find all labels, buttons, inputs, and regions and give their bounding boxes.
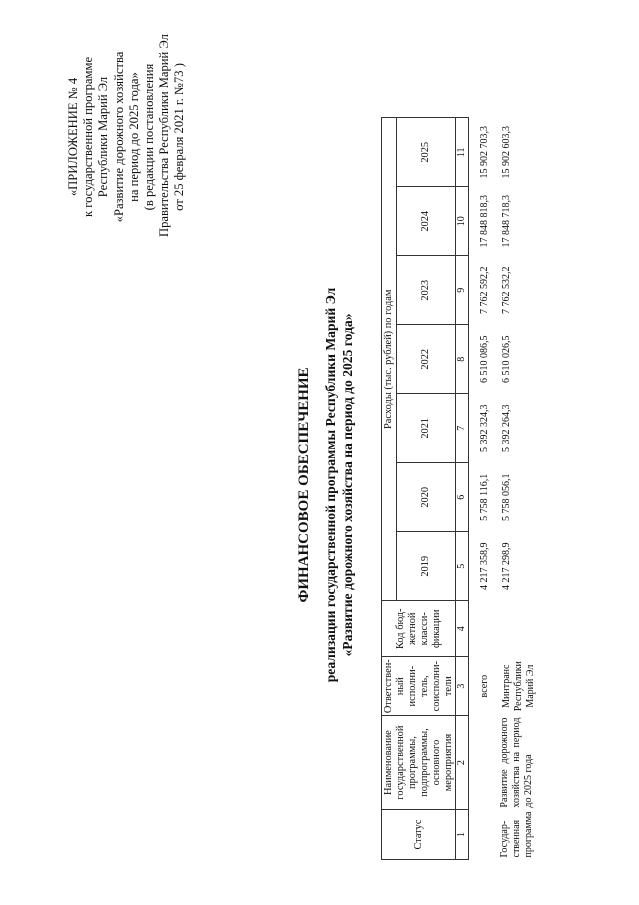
row-value: 15 902 703,3 (478, 126, 490, 179)
row-responsible: Минтранс Республики Марий Эл (500, 661, 536, 712)
appendix-line: «ПРИЛОЖЕНИЕ № 4 (66, 77, 80, 197)
header-name: Наименование государственной программы, подпрограммы, основного мероприятия (382, 716, 456, 810)
header-year: 2025 (397, 118, 456, 187)
row-value: 7 762 592,2 (478, 266, 490, 315)
row-value: 5 758 116,1 (478, 473, 490, 521)
header-year: 2019 (397, 532, 456, 601)
header-year: 2023 (397, 256, 456, 325)
header-year: 2022 (397, 325, 456, 394)
column-number: 1 (456, 810, 469, 860)
finance-table (381, 117, 561, 860)
row-status: Государ-ственная программа (499, 811, 534, 858)
column-number: 5 (456, 532, 469, 601)
column-number: 6 (456, 463, 469, 532)
header-year: 2021 (397, 394, 456, 463)
program-title: «Развитие дорожного хозяйства на период до 2025 года» (340, 313, 355, 657)
appendix-line: Правительства Республики Марий Эл (157, 34, 172, 237)
appendix-line: от 25 февраля 2021 г. №73 ) (172, 63, 187, 211)
header-budget-code: Код бюд-жетной класси-фикации (382, 601, 456, 657)
row-value: 4 217 298,9 (500, 542, 512, 591)
header-status: Статус (382, 810, 456, 860)
row-value: 15 902 603,3 (500, 126, 512, 179)
row-value: 4 217 358,9 (478, 542, 490, 591)
row-budget-code (469, 601, 501, 657)
row-responsible: всего (479, 674, 490, 698)
header-year: 2024 (397, 187, 456, 256)
row-value: 17 848 818,3 (478, 195, 490, 248)
appendix-block (66, 34, 188, 237)
row-value: 5 758 056,1 (500, 473, 512, 522)
row-value: 6 510 026,5 (500, 335, 512, 384)
column-number: 7 (456, 394, 469, 463)
appendix-line: к государственной программе (81, 56, 96, 218)
column-number: 9 (456, 256, 469, 325)
appendix-line: Республики Марий Эл (96, 76, 111, 198)
column-number: 10 (456, 187, 469, 256)
appendix-line: «Развитие дорожного хозяйства (111, 51, 126, 223)
document-subtitle: реализации государственной программы Республики Марий Эл (323, 287, 338, 683)
column-number: 8 (456, 325, 469, 394)
document-title: ФИНАНСОВОЕ ОБЕСПЕЧЕНИЕ (296, 367, 312, 603)
column-number: 3 (456, 657, 469, 716)
column-number: 4 (456, 601, 469, 657)
row-value: 6 510 086,5 (478, 335, 490, 384)
header-responsible: Ответствен-ный исполни-тель, соисполни-тели (382, 657, 456, 716)
row-value: 5 392 264,3 (500, 404, 512, 453)
appendix-line: на период до 2025 года» (126, 72, 141, 202)
row-budget-code (501, 601, 561, 657)
row-value: 17 848 718,3 (500, 195, 512, 248)
row-value: 7 762 532,2 (500, 266, 512, 315)
header-expenses: Расходы (тыс. рублей) по годам (382, 118, 397, 601)
row-name: Развитие дорожного хозяйства на период до 2025 года (499, 717, 534, 808)
appendix-line: (в редакции постановления (142, 63, 157, 211)
header-year: 2020 (397, 463, 456, 532)
row-value: 5 392 324,3 (478, 404, 490, 453)
column-number: 2 (456, 716, 469, 810)
column-number: 11 (456, 118, 469, 187)
